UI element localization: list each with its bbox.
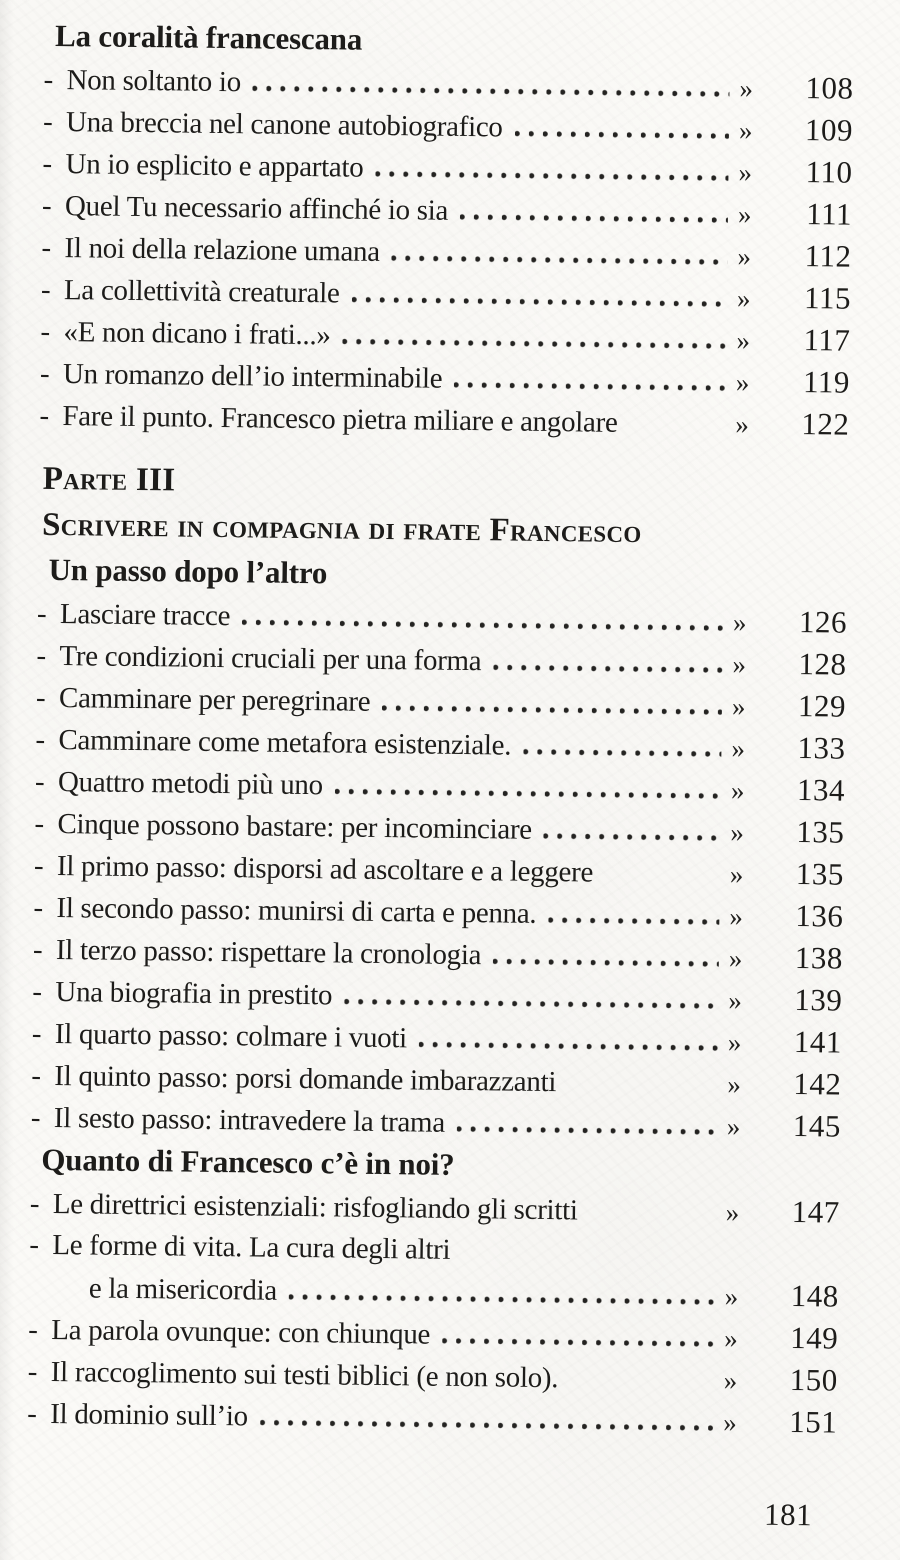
ditto-mark: » [736,283,751,314]
entry-dash: - [30,1101,41,1134]
entry-label: Tre condizioni cruciali per una forma [59,640,482,678]
dot-leader [523,747,721,759]
entry-label: Il dominio sull’io [50,1397,249,1433]
ditto-mark: » [724,1323,738,1354]
dot-leader [289,1292,715,1307]
entry-dash: - [40,273,51,306]
part-kicker: Parte III [42,460,176,499]
entry-label: Una biografia in prestito [55,976,333,1012]
ditto-mark: » [730,775,745,806]
continuation-indent [29,1297,89,1298]
page-number: 149 [790,1320,839,1356]
dot-leader [335,786,721,801]
dot-leader [260,1418,713,1434]
dot-leader [454,380,726,393]
entry-label: La collettività creaturale [63,274,340,310]
entry-dash: - [42,147,53,180]
dot-leader [460,212,728,225]
chapter-heading: Un passo dopo l’altro [48,551,328,591]
entry-dash: - [42,105,53,138]
entry-label: La parola ovunque: con chiunque [51,1313,431,1351]
ditto-mark: » [732,649,747,680]
ditto-mark: » [731,691,746,722]
entry-dash: - [36,597,47,630]
entry-dash: - [40,315,51,348]
page-number: 126 [798,604,848,640]
ditto-mark: » [723,1407,737,1438]
page-number: 136 [795,898,844,934]
dot-leader [514,129,729,142]
entry-dash: - [32,975,43,1008]
ditto-mark: » [739,73,754,104]
entry-label: Il terzo passo: rispettare la cronologia [55,934,482,972]
dot-leader [457,1124,717,1137]
entry-label: Il primo passo: disporsi ad ascoltare e a leggere [56,850,594,889]
page-number: 150 [789,1362,838,1398]
dot-leader [392,253,728,267]
page-number: 129 [797,688,847,724]
dot-leader [544,831,721,843]
entry-label: Cinque possono bastare: per incominciare [57,808,533,846]
ditto-mark: » [728,985,743,1016]
entry-dash: - [39,357,50,390]
entry-dash: - [29,1187,40,1220]
entry-label: Il quarto passo: colmare i vuoti [54,1018,408,1055]
ditto-mark: » [732,607,747,638]
dot-leader [548,915,719,927]
page-number: 109 [804,112,854,148]
entry-dash: - [27,1397,38,1430]
page-footer-number: 181 [763,1496,813,1533]
entry-dash: - [43,63,54,96]
ditto-mark: » [737,199,752,230]
scanned-book-page [0,13,900,1536]
ditto-mark: » [727,1069,742,1100]
entry-label: Il noi della relazione umana [64,232,380,268]
entry-label: Un romanzo dell’io interminabile [62,358,443,395]
page-number: 147 [791,1194,841,1230]
ditto-mark: » [723,1365,738,1396]
part-title: Scrivere in compagnia di frate Francesco [41,506,642,551]
toc [0,13,900,1444]
page-number: 115 [803,280,852,316]
page-number: 111 [806,196,853,232]
entry-label: e la misericordia [88,1272,278,1307]
ditto-mark: » [730,817,745,848]
entry-label: Non soltanto io [66,64,242,99]
page-number: 117 [803,322,851,358]
dot-leader [568,1083,717,1095]
dot-leader [629,424,725,435]
entry-label: Una breccia nel canone autobiografico [65,106,503,144]
entry-label: Camminare per peregrinare [58,682,371,718]
dot-leader [375,169,728,183]
entry-dash: - [27,1355,38,1388]
entry-dash: - [32,933,43,966]
entry-dash: - [39,399,50,432]
ditto-mark: » [736,325,751,356]
entry-dash: - [36,639,47,672]
dot-leader [419,1039,718,1053]
entry-label: Le forme di vita. La cura degli altri [52,1228,451,1266]
page-number: 138 [794,940,844,976]
ditto-mark: » [726,1111,741,1142]
entry-label: Il raccoglimento sui testi biblici (e non solo). [50,1355,559,1395]
dot-leader [382,703,722,717]
entry-dash: - [31,1059,42,1092]
chapter-heading: Quanto di Francesco c’è in noi? [41,1141,455,1182]
page-number: 133 [797,730,846,766]
entry-dash: - [35,723,46,756]
ditto-mark: » [731,733,746,764]
entry-dash: - [34,807,45,840]
ditto-mark: » [737,241,752,272]
page-number: 141 [793,1024,843,1060]
ditto-mark: » [735,367,750,398]
page-number: 148 [790,1278,839,1314]
page-number: 112 [804,238,852,274]
ditto-mark: » [735,409,750,440]
entry-dash: - [29,1228,40,1261]
entry-dash: - [34,765,45,798]
ditto-mark: » [727,1027,742,1058]
chapter-heading: La coralità francescana [54,17,363,57]
entry-label: Il sesto passo: intravedere la trama [53,1102,446,1139]
dot-leader [493,956,719,969]
dot-leader [351,295,727,310]
page-footer [0,1485,882,1536]
entry-label: Il secondo passo: munirsi di carta e penna. [56,892,537,930]
dot-leader [570,1379,714,1391]
ditto-mark: » [738,115,753,146]
ditto-mark: » [728,943,743,974]
entry-dash: - [35,681,46,714]
entry-label: Quel Tu necessario affinché io sia [64,190,449,227]
entry-label: Un io esplicito e appartato [65,148,364,184]
entry-label: «E non dicano i frati...» [63,316,331,352]
dot-leader [589,1212,715,1224]
page-number: 128 [798,646,847,682]
entry-dash: - [41,231,52,264]
entry-label: Quattro metodi più uno [57,766,324,802]
dot-leader [493,662,722,675]
dot-leader [242,617,723,633]
entry-dash: - [31,1017,42,1050]
page-number: 142 [793,1066,842,1102]
entry-dash: - [33,849,44,882]
dot-leader [342,336,726,351]
dot-leader [442,1336,714,1349]
page-number: 119 [802,364,851,400]
entry-label: Fare il punto. Francesco pietra miliare e angolare [62,400,618,439]
entry-dash: - [41,189,52,222]
entry-dash: - [28,1313,39,1346]
ditto-mark: » [729,859,744,890]
entry-label: Le direttrici esistenziali: risfogliando gli scritti [52,1188,578,1227]
dot-leader [344,997,718,1012]
page-number: 122 [801,406,850,442]
entry-label: Lasciare tracce [59,598,231,633]
page-number: 108 [805,70,854,106]
page-number: 135 [795,856,845,892]
ditto-mark: » [729,901,744,932]
ditto-mark: » [738,157,753,188]
page-number: 110 [805,154,853,190]
dot-leader [253,83,730,99]
ditto-mark: » [724,1281,739,1312]
ditto-mark: » [725,1197,740,1228]
dot-leader [605,874,720,885]
page-number: 145 [792,1108,842,1144]
page-number: 151 [789,1404,838,1440]
entry-label: Camminare come metafora esistenziale. [58,724,512,762]
entry-label: Il quinto passo: porsi domande imbarazzanti [54,1060,557,1099]
page-number: 134 [796,772,846,808]
entry-dash: - [33,891,44,924]
page-number: 135 [796,814,845,850]
page-number: 139 [794,982,843,1018]
